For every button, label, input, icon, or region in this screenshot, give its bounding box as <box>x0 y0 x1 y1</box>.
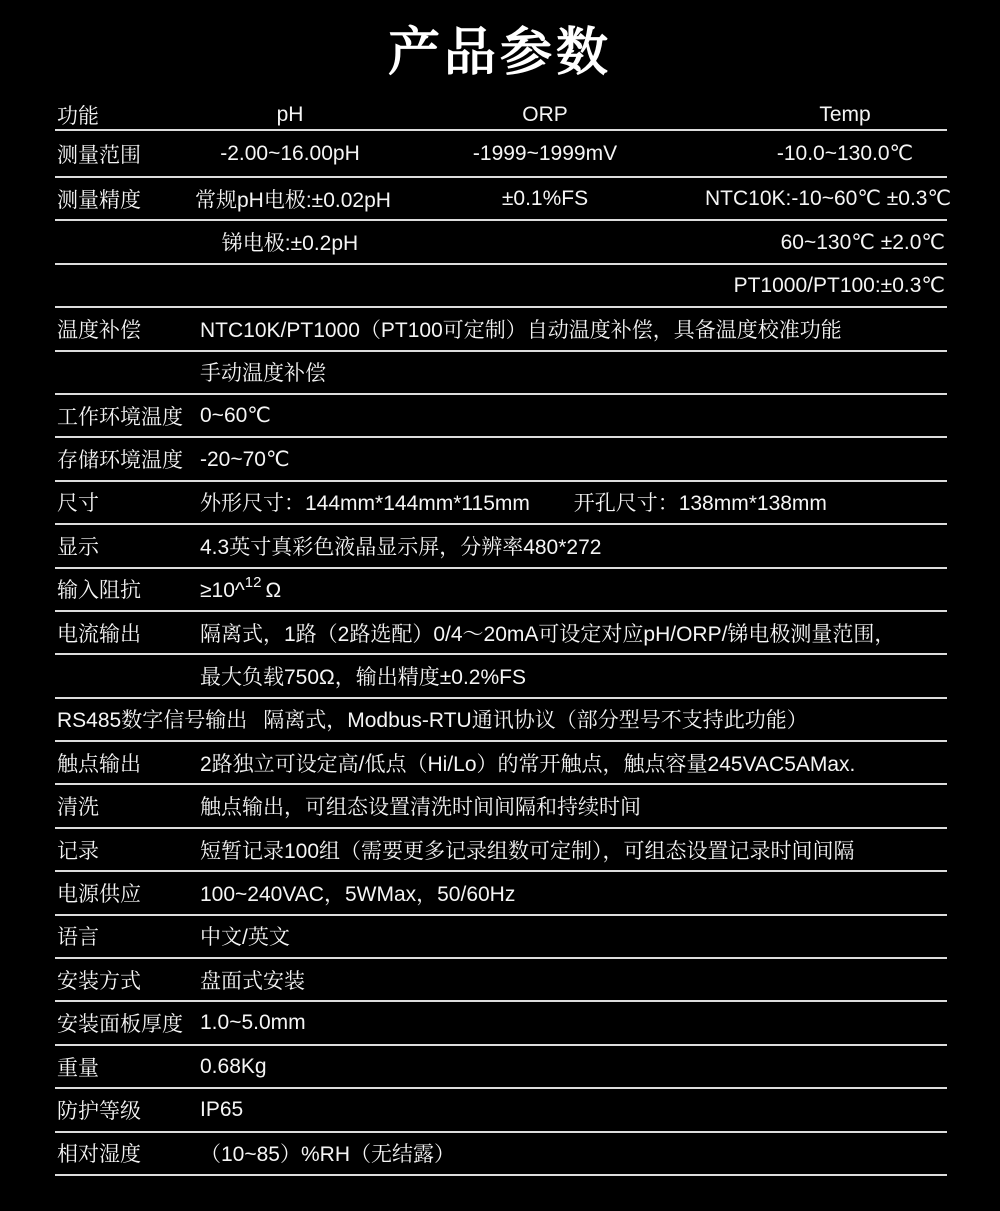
table-row-weight <box>55 1046 947 1089</box>
row-label: 记录 <box>57 839 99 863</box>
row-value: 盘面式安装 <box>200 969 305 993</box>
table-row-display <box>55 525 947 568</box>
table-row-protection-rating <box>55 1089 947 1132</box>
range-temp: -10.0~130.0℃ <box>776 142 914 165</box>
row-value: 100~240VAC，5WMax，50/60Hz <box>200 882 516 906</box>
row-label: 重量 <box>57 1056 99 1080</box>
accuracy-ph: 常规pH电极:±0.02pH <box>195 188 391 212</box>
row-label: 安装面板厚度 <box>57 1013 183 1037</box>
table-row-panel-thickness <box>55 1002 947 1045</box>
outer-dimensions: 外形尺寸：144mm*144mm*115mm <box>200 492 530 516</box>
row-label: 输入阻抗 <box>57 579 141 603</box>
row-value: 短暂记录100组（需要更多记录组数可定制），可组态设置记录时间间隔 <box>200 839 855 863</box>
row-value: 0~60℃ <box>200 404 271 428</box>
row-label: 尺寸 <box>57 492 99 516</box>
table-row-accuracy-1 <box>55 178 952 221</box>
row-value: 最大负载750Ω，输出精度±0.2%FS <box>200 665 526 689</box>
table-row-rs485 <box>55 699 947 742</box>
table-row-manual-compensation <box>55 352 947 395</box>
accuracy-temp: NTC10K:-10~60℃ ±0.3℃ <box>705 187 952 211</box>
row-value: 手动温度补偿 <box>200 362 326 386</box>
impedance-exponent: 12 <box>244 573 262 591</box>
row-value: IP65 <box>200 1097 244 1121</box>
impedance-base: ≥10^ <box>200 578 245 602</box>
accuracy-temp: 60~130℃ ±2.0℃ <box>780 230 945 254</box>
table-row-relative-humidity <box>55 1133 947 1176</box>
row-label: 温度补偿 <box>57 318 141 342</box>
table-row-range <box>55 131 947 178</box>
page-title: 产品参数 <box>387 24 612 82</box>
row-value: 隔离式，1路（2路选配）0/4～20mA可设定对应pH/ORP/锑电极测量范围， <box>200 622 896 646</box>
table-row-accuracy-3 <box>55 265 947 308</box>
row-value: NTC10K/PT1000（PT100可定制）自动温度补偿，具备温度校准功能 <box>200 318 842 342</box>
table-row-current-output-2 <box>55 655 947 698</box>
row-label: 显示 <box>57 535 99 559</box>
row-value <box>197 487 947 517</box>
row-value: 2路独立可设定高/低点（Hi/Lo）的常开触点，触点容量245VAC5AMax. <box>200 752 856 776</box>
row-value: 0.68Kg <box>200 1054 267 1078</box>
table-row-storage-temp <box>55 438 947 481</box>
table-row-temp-compensation <box>55 308 947 351</box>
row-label: 存储环境温度 <box>57 449 183 473</box>
column-header-ph: pH <box>276 103 304 126</box>
row-value: 触点输出，可组态设置清洗时间间隔和持续时间 <box>200 796 641 820</box>
specs-table <box>55 100 952 1176</box>
table-row-recording <box>55 829 947 872</box>
accuracy-orp: ±0.1%FS <box>501 186 589 210</box>
row-value: 1.0~5.0mm <box>200 1011 306 1035</box>
accuracy-temp: PT1000/PT100:±0.3℃ <box>733 273 945 297</box>
row-label: 安装方式 <box>57 969 141 993</box>
accuracy-ph: 锑电极:±0.2pH <box>221 232 359 256</box>
hole-dimensions: 开孔尺寸：138mm*138mm <box>573 492 827 516</box>
table-row-language <box>55 916 947 959</box>
column-header-orp: ORP <box>522 103 568 126</box>
row-value <box>197 573 947 603</box>
row-value: 中文/英文 <box>200 926 290 950</box>
row-label: RS485数字信号输出 <box>57 709 248 733</box>
table-row-mounting <box>55 959 947 1002</box>
row-value: 隔离式，Modbus-RTU通讯协议（部分型号不支持此功能） <box>263 709 808 733</box>
row-value: （10~85）%RH（无结露） <box>200 1143 455 1167</box>
range-ph: -2.00~16.00pH <box>220 141 360 165</box>
row-label: 测量精度 <box>57 188 141 212</box>
row-label: 触点输出 <box>57 752 141 776</box>
table-row-current-output <box>55 612 947 655</box>
row-label: 功能 <box>57 105 99 128</box>
row-value: -20~70℃ <box>200 447 290 471</box>
row-label: 防护等级 <box>57 1099 141 1123</box>
table-row-power-supply <box>55 872 947 915</box>
row-label: 清洗 <box>57 796 99 820</box>
range-orp: -1999~1999mV <box>472 141 618 165</box>
table-row-function-header <box>55 100 947 131</box>
table-row-cleaning <box>55 785 947 828</box>
table-row-input-impedance <box>55 569 947 612</box>
row-label: 工作环境温度 <box>57 405 183 429</box>
column-header-temp: Temp <box>819 103 871 126</box>
table-row-operating-temp <box>55 395 947 438</box>
row-label: 测量范围 <box>57 143 141 167</box>
table-row-contact-output <box>55 742 947 785</box>
row-value: 4.3英寸真彩色液晶显示屏，分辨率480*272 <box>200 535 602 559</box>
row-label: 电流输出 <box>57 622 141 646</box>
row-label: 相对湿度 <box>57 1143 141 1167</box>
row-label: 电源供应 <box>57 882 141 906</box>
table-row-accuracy-2 <box>55 221 947 264</box>
row-label: 语言 <box>57 926 99 950</box>
table-row-dimensions <box>55 482 947 525</box>
impedance-unit: Ω <box>265 578 282 602</box>
